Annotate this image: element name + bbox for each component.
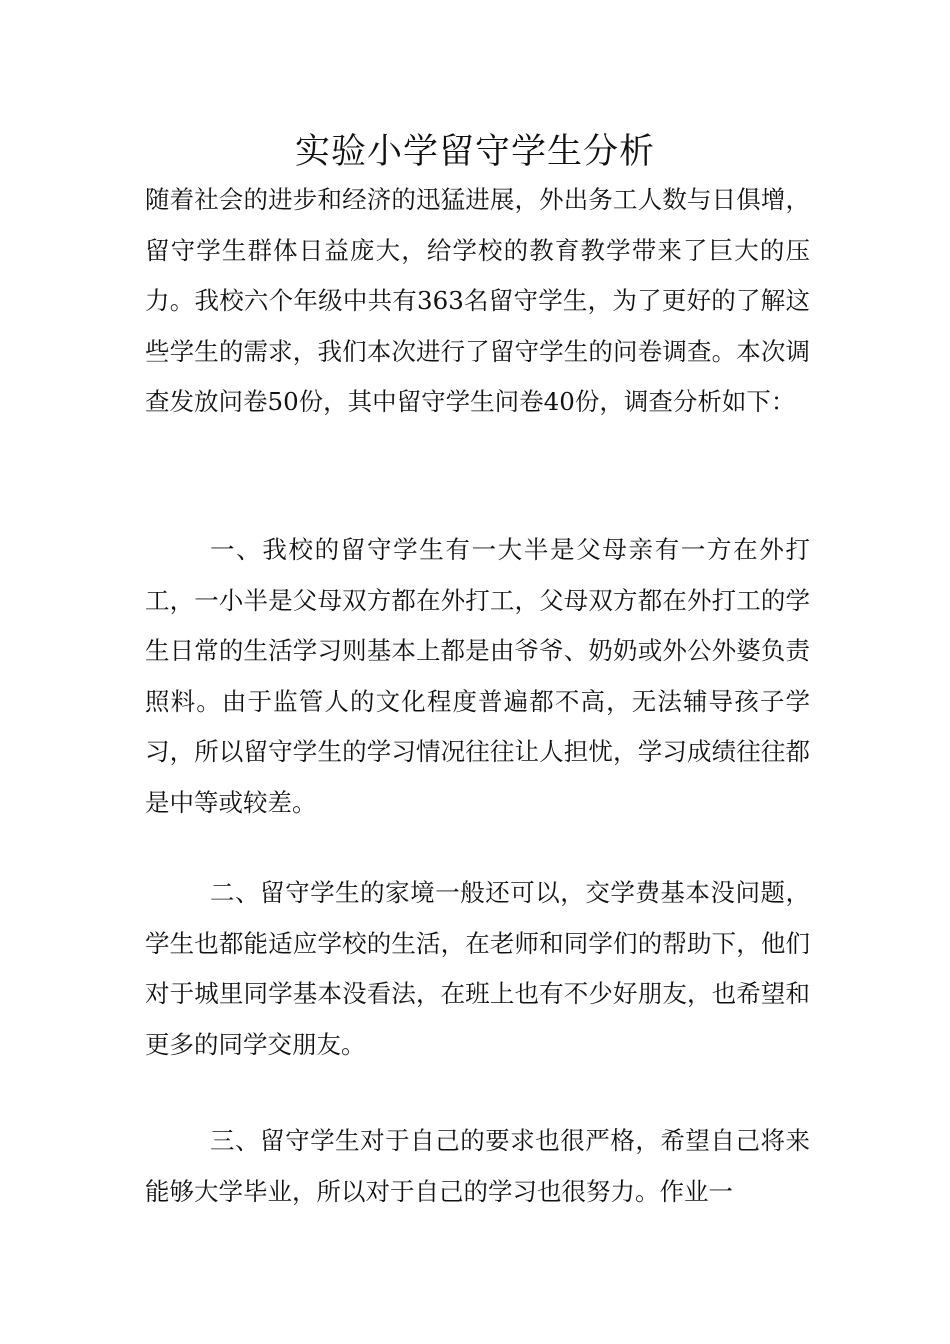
document-title: 实验小学留守学生分析 — [294, 132, 655, 172]
intro-paragraph: 随着社会的进步和经济的迅猛进展，外出务工人数与日俱增，留守学生群体日益庞大，给学校的教育教学带来了巨大的压力。我校六个年级中共有363名留守学生，为了更好的了解这些学生的需求，我们本次进行了留守学生的问卷调查。本次调查发放问卷50份，其中留守学生问卷40份，调查分析如下： — [145, 185, 810, 416]
section-three-paragraph: 三、留守学生对于自己的要求也很严格，希望自己将来能够大学毕业，所以对于自己的学习也很努力。作业一 — [145, 1126, 810, 1206]
section-one-paragraph: 一、我校的留守学生有一大半是父母亲有一方在外打工，一小半是父母双方都在外打工，父母双方都在外打工的学生日常的生活学习则基本上都是由爷爷、奶奶或外公外婆负责照料。由于监管人的文化程度普遍都不高，无法辅导孩子学习，所以留守学生的学习情况往往让人担忧，学习成绩往往都是中等或较差。 — [145, 535, 810, 817]
section-two-paragraph: 二、留守学生的家境一般还可以，交学费基本没问题，学生也都能适应学校的生活，在老师和同学们的帮助下，他们对于城里同学基本没看法，在班上也有不少好朋友，也希望和更多的同学交朋友。 — [145, 878, 810, 1059]
